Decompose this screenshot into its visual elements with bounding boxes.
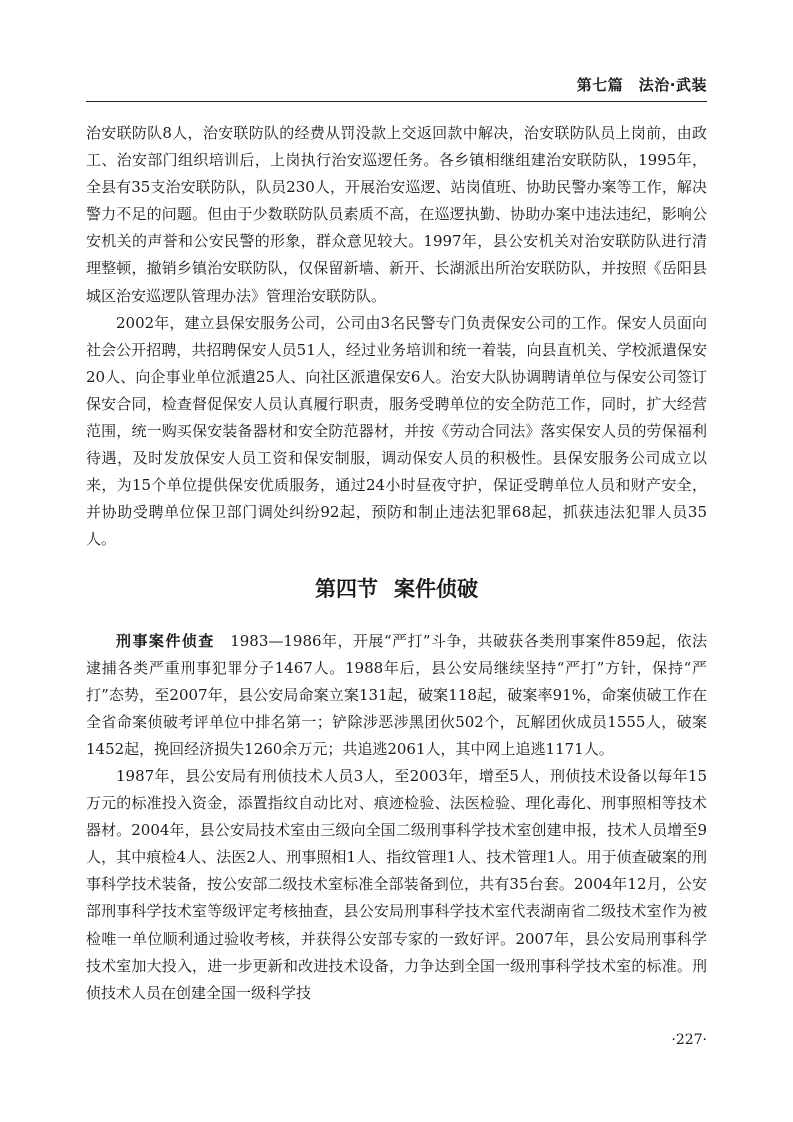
page-number: ·227· bbox=[671, 1032, 707, 1048]
paragraph-security-patrol: 治安联防队8人，治安联防队的经费从罚没款上交返回款中解决，治安联防队员上岗前，由政工、治安部门组织培训后，上岗执行治安巡逻任务。各乡镇相继组建治安联防队，1995年，全县有35支治安联防队，队员230人，开展治安巡逻、站岗值班、协助民警办案等工作，解决警力不足的问题。但由于少数联防队员素质不高，在巡逻执勤、协助办案中违法违纪，影响公安机关的声誉和公安民警的形象，群众意见较大。1997年，县公安机关对治安联防队进行清理整顿，撤销乡镇治安联防队，仅保留新墙、新开、长湖派出所治安联防队，并按照《岳阳县城区治安巡逻队管理办法》管理治安联防队。 bbox=[86, 124, 707, 305]
header-rule bbox=[86, 101, 707, 102]
section-title bbox=[86, 574, 707, 604]
page-body bbox=[86, 120, 707, 1007]
section-number: 第四节 bbox=[315, 576, 378, 601]
running-header: 第七篇 法治·武装 bbox=[576, 76, 707, 94]
section-name: 案件侦破 bbox=[394, 576, 478, 601]
criminal-investigation-text: 1983—1986年，开展“严打”斗争，共破获各类刑事案件859起，依法逮捕各类严重刑事犯罪分子1467人。1988年后，县公安局继续坚持“严打”方针，保持“严打”态势，至2007年，县公安局命案立案131起，破案118起，破案率91%，命案侦破工作在全省命案侦破考评单位中排名第一；铲除涉恶涉黑团伙502个，瓦解团伙成员1555人，破案1452起，挽回经济损失1260余万元；共追逃2061人，其中网上追逃1171人。 bbox=[86, 631, 707, 758]
paragraph-forensic-tech: 1987年，县公安局有刑侦技术人员3人，至2003年，增至5人，刑侦技术设备以每年15万元的标准投入资金，添置指纹自动比对、痕迹检验、法医检验、理化毒化、刑事照相等技术器材。2004年，县公安局技术室由三级向全国二级刑事科学技术室创建申报，技术人员增至9人，其中痕检4人、法医2人、刑事照相1人、指纹管理1人、技术管理1人。用于侦查破案的刑事科学技术装备，按公安部二级技术室标准全部装备到位，共有35台套。2004年12月，公安部刑事科学技术室等级评定考核抽查，县公安局刑事科学技术室代表湖南省二级技术室作为被检唯一单位顺利通过验收考核，并获得公安部专家的一致好评。2007年，县公安局刑事科学技术室加大投入，进一步更新和改进技术设备，力争达到全国一级刑事科学技术室的标准。刑侦技术人员在创建全国一级科学技 bbox=[86, 766, 707, 1002]
runin-heading: 刑事案件侦查 bbox=[116, 631, 215, 650]
paragraph-security-company: 2002年，建立县保安服务公司，公司由3名民警专门负责保安公司的工作。保安人员面向社会公开招聘，共招聘保安人员51人，经过业务培训和统一着装，向县直机关、学校派遣保安20人、向企事业单位派遣25人、向社区派遣保安6人。治安大队协调聘请单位与保安公司签订保安合同，检查督促保安人员认真履行职责，服务受聘单位的安全防范工作，同时，扩大经营范围，统一购买保安装备器材和安全防范器材，并按《劳动合同法》落实保安人员的劳保福利待遇，及时发放保安人员工资和保安制服，调动保安人员的积极性。县保安服务公司成立以来，为15个单位提供保安优质服务，通过24小时昼夜守护，保证受聘单位人员和财产安全，并协助受聘单位保卫部门调处纠纷92起，预防和制止违法犯罪68起，抓获违法犯罪人员35人。 bbox=[86, 313, 707, 549]
paragraph-criminal-investigation bbox=[86, 628, 707, 763]
